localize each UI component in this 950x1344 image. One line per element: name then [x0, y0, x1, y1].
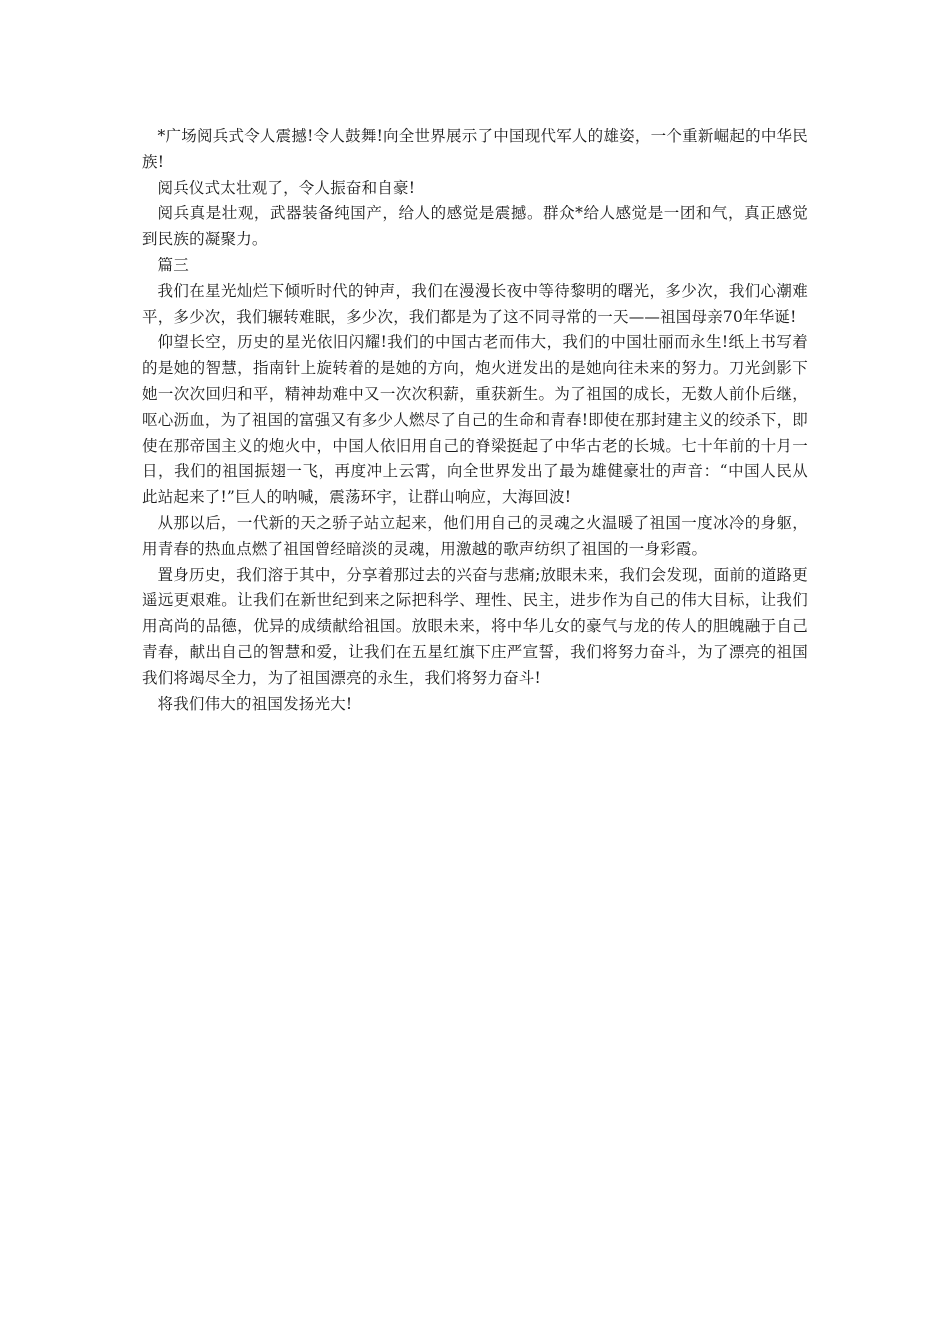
paragraph-new-generation: 从那以后，一代新的天之骄子站立起来，他们用自己的灵魂之火温暖了祖国一度冰冷的身躯，用青春的热血点燃了祖国曾经暗淡的灵魂，用激越的歌声纺织了祖国的一身彩霞。 [142, 513, 808, 558]
paragraph-future: 置身历史，我们溶于其中，分享着那过去的兴奋与悲痛;放眼未来，我们会发现，面前的道路更遥远更艰难。让我们在新世纪到来之际把科学、理性、民主，进步作为自己的伟大目标，让我们用高尚的品德，优异的成绩献给祖国。放眼未来，将中华儿女的豪气与龙的传人的胆魄融于自己青春，献出自己的智慧和爱，让我们在五星红旗下庄严宣誓，我们将努力奋斗，为了漂亮的祖国我们将竭尽全力，为了祖国漂亮的永生，我们将努力奋斗! [142, 565, 808, 687]
paragraph-history: 仰望长空，历史的星光依旧闪耀!我们的中国古老而伟大，我们的中国壮丽而永生!纸上书写着的是她的智慧，指南针上旋转着的是她的方向，炮火迸发出的是她向往未来的努力。刀光剑影下她一次次回归和平，精神劫难中又一次次积薪，重获新生。为了祖国的成长，无数人前仆后继，呕心沥血，为了祖国的富强又有多少人燃尽了自己的生命和青春!即使在那封建主义的绞杀下，即使在那帝国主义的炮火中，中国人依旧用自己的脊梁挺起了中华古老的长城。七十年前的十月一日，我们的祖国振翅一飞，再度冲上云霄，向全世界发出了最为雄健豪壮的声音：“中国人民从此站起来了!”巨人的呐喊，震荡环宇，让群山响应，大海回波! [142, 333, 808, 507]
paragraph-anniversary: 我们在星光灿烂下倾听时代的钟声，我们在漫漫长夜中等待黎明的曙光，多少次，我们心潮难平，多少次，我们辗转难眠，多少次，我们都是为了这不同寻常的一天——祖国母亲70年华诞! [142, 281, 808, 326]
section-heading-part-three: 篇三 [157, 255, 189, 274]
document-body [142, 124, 808, 717]
paragraph-parade-impression: *广场阅兵式令人震撼!令人鼓舞!向全世界展示了中国现代军人的雄姿，一个重新崛起的中华民族! [142, 127, 808, 171]
paragraph-closing: 将我们伟大的祖国发扬光大! [157, 694, 353, 713]
paragraph-parade-pride: 阅兵仪式太壮观了，令人振奋和自豪! [157, 178, 416, 197]
paragraph-parade-weapons: 阅兵真是壮观，武器装备纯国产，给人的感觉是震撼。群众*给人感觉是一团和气，真正感觉到民族的凝聚力。 [142, 204, 808, 249]
